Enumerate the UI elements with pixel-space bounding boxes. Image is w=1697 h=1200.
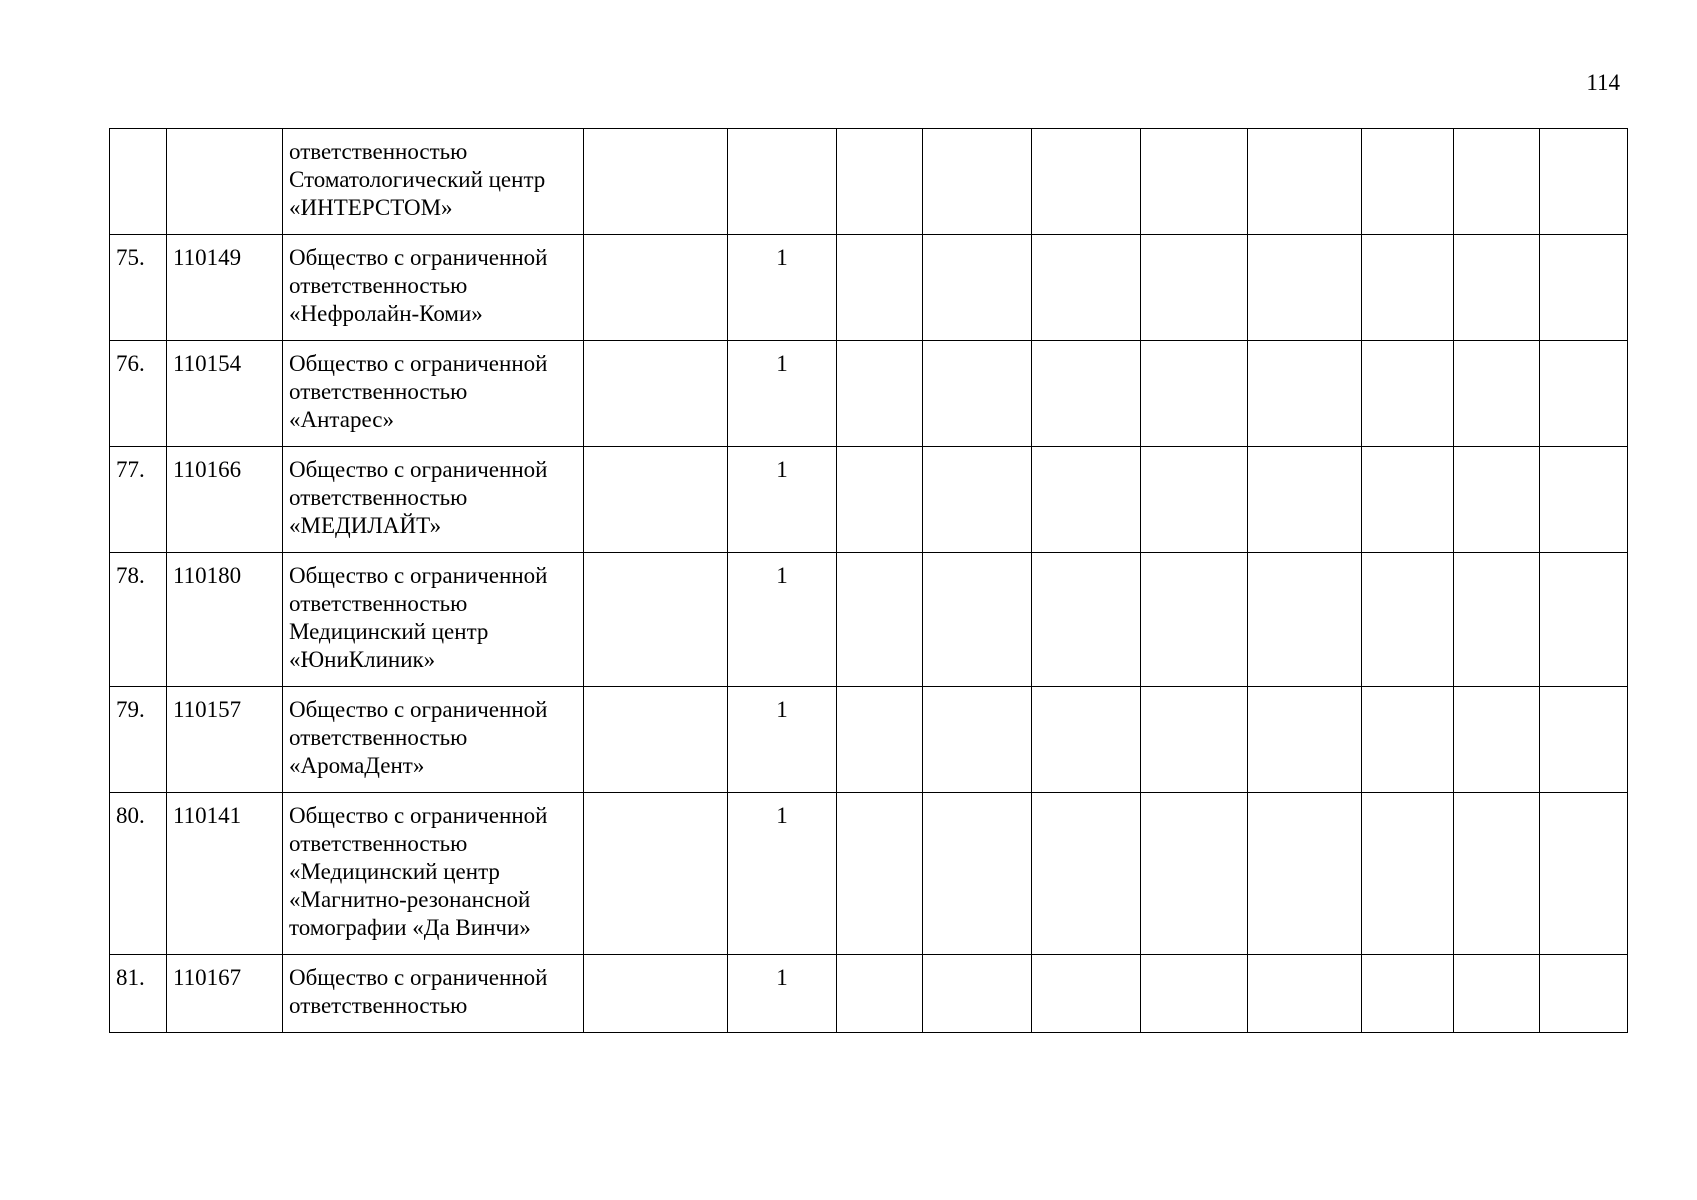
empty-cell	[923, 235, 1032, 341]
empty-cell	[1248, 341, 1362, 447]
org-code-cell: 110141	[167, 793, 283, 955]
count-cell: 1	[728, 687, 837, 793]
empty-cell	[837, 129, 923, 235]
table-row	[110, 553, 1628, 687]
table-row	[110, 793, 1628, 955]
org-name-cell	[283, 129, 584, 235]
org-code-cell: 110149	[167, 235, 283, 341]
empty-cell	[1141, 341, 1248, 447]
row-number-cell: 77.	[110, 447, 167, 553]
empty-cell	[1032, 687, 1141, 793]
empty-cell	[1362, 129, 1454, 235]
count-cell	[728, 129, 837, 235]
empty-cell	[1454, 129, 1540, 235]
empty-cell	[1032, 235, 1141, 341]
count-cell: 1	[728, 447, 837, 553]
table-row	[110, 341, 1628, 447]
empty-cell	[1248, 129, 1362, 235]
empty-cell	[1141, 129, 1248, 235]
org-name-line: Общество с ограниченной	[289, 697, 548, 722]
empty-cell	[1454, 341, 1540, 447]
empty-cell	[1540, 447, 1628, 553]
empty-cell	[1362, 447, 1454, 553]
table-row	[110, 955, 1628, 1033]
empty-cell	[584, 235, 728, 341]
empty-cell	[1032, 447, 1141, 553]
org-name-line: Медицинский центр	[289, 619, 489, 644]
empty-cell	[837, 553, 923, 687]
empty-cell	[1454, 235, 1540, 341]
org-code-cell: 110167	[167, 955, 283, 1033]
org-code-cell: 110157	[167, 687, 283, 793]
row-number-cell	[110, 129, 167, 235]
count-cell: 1	[728, 793, 837, 955]
org-name-line: «МЕДИЛАЙТ»	[289, 513, 442, 538]
org-name-line: томографии «Да Винчи»	[289, 915, 531, 940]
org-name-line: «Антарес»	[289, 407, 394, 432]
table-row	[110, 129, 1628, 235]
empty-cell	[1454, 687, 1540, 793]
count-cell: 1	[728, 955, 837, 1033]
empty-cell	[1141, 235, 1248, 341]
org-code-cell: 110180	[167, 553, 283, 687]
table-body	[110, 129, 1628, 1033]
empty-cell	[1540, 553, 1628, 687]
empty-cell	[1540, 955, 1628, 1033]
org-name-line: ответственностью	[289, 485, 468, 510]
table-row	[110, 235, 1628, 341]
org-name-line: Общество с ограниченной	[289, 563, 548, 588]
empty-cell	[923, 955, 1032, 1033]
count-cell: 1	[728, 341, 837, 447]
empty-cell	[1141, 955, 1248, 1033]
empty-cell	[1032, 553, 1141, 687]
empty-cell	[584, 341, 728, 447]
empty-cell	[837, 235, 923, 341]
org-name-line: ответственностью	[289, 273, 468, 298]
empty-cell	[923, 341, 1032, 447]
org-name-line: Общество с ограниченной	[289, 351, 548, 376]
empty-cell	[1032, 341, 1141, 447]
empty-cell	[1248, 447, 1362, 553]
empty-cell	[837, 687, 923, 793]
org-name-line: «Медицинский центр	[289, 859, 500, 884]
row-number-cell: 79.	[110, 687, 167, 793]
empty-cell	[837, 341, 923, 447]
empty-cell	[1248, 955, 1362, 1033]
empty-cell	[923, 687, 1032, 793]
org-name-line: Общество с ограниченной	[289, 965, 548, 990]
org-name-line: «Магнитно-резонансной	[289, 887, 531, 912]
empty-cell	[1141, 447, 1248, 553]
row-number-cell: 80.	[110, 793, 167, 955]
org-name-line: «ЮниКлиник»	[289, 647, 436, 672]
empty-cell	[584, 793, 728, 955]
empty-cell	[1362, 793, 1454, 955]
org-name-line: Стоматологический центр	[289, 167, 546, 192]
empty-cell	[1032, 129, 1141, 235]
org-name-line: Общество с ограниченной	[289, 245, 548, 270]
org-name-line: ответственностью	[289, 379, 468, 404]
empty-cell	[1454, 955, 1540, 1033]
org-name-line: Общество с ограниченной	[289, 803, 548, 828]
empty-cell	[1540, 687, 1628, 793]
empty-cell	[923, 553, 1032, 687]
empty-cell	[1032, 955, 1141, 1033]
org-name-cell	[283, 553, 584, 687]
empty-cell	[1454, 447, 1540, 553]
empty-cell	[923, 129, 1032, 235]
empty-cell	[584, 553, 728, 687]
org-name-cell	[283, 235, 584, 341]
org-name-line: ответственностью	[289, 993, 468, 1018]
empty-cell	[1362, 955, 1454, 1033]
empty-cell	[1248, 553, 1362, 687]
empty-cell	[1540, 793, 1628, 955]
empty-cell	[1454, 553, 1540, 687]
table-row	[110, 447, 1628, 553]
org-name-line: Общество с ограниченной	[289, 457, 548, 482]
org-code-cell: 110154	[167, 341, 283, 447]
row-number-cell: 76.	[110, 341, 167, 447]
empty-cell	[837, 955, 923, 1033]
empty-cell	[923, 793, 1032, 955]
org-name-line: ответственностью	[289, 725, 468, 750]
empty-cell	[584, 687, 728, 793]
org-name-cell	[283, 793, 584, 955]
row-number-cell: 81.	[110, 955, 167, 1033]
empty-cell	[584, 447, 728, 553]
empty-cell	[1032, 793, 1141, 955]
org-name-cell	[283, 341, 584, 447]
org-name-line: ответственностью	[289, 139, 468, 164]
empty-cell	[1540, 235, 1628, 341]
empty-cell	[1362, 687, 1454, 793]
org-name-cell	[283, 687, 584, 793]
org-name-cell	[283, 447, 584, 553]
empty-cell	[1141, 793, 1248, 955]
empty-cell	[1454, 793, 1540, 955]
org-name-line: «ИНТЕРСТОМ»	[289, 195, 453, 220]
table-row	[110, 687, 1628, 793]
empty-cell	[1540, 129, 1628, 235]
org-name-line: ответственностью	[289, 831, 468, 856]
empty-cell	[1362, 341, 1454, 447]
org-name-cell	[283, 955, 584, 1033]
org-name-line: «Нефролайн-Коми»	[289, 301, 483, 326]
org-name-line: ответственностью	[289, 591, 468, 616]
empty-cell	[923, 447, 1032, 553]
empty-cell	[1141, 553, 1248, 687]
empty-cell	[837, 793, 923, 955]
empty-cell	[1362, 235, 1454, 341]
empty-cell	[1248, 235, 1362, 341]
empty-cell	[1362, 553, 1454, 687]
empty-cell	[584, 129, 728, 235]
row-number-cell: 78.	[110, 553, 167, 687]
empty-cell	[1141, 687, 1248, 793]
empty-cell	[1248, 793, 1362, 955]
row-number-cell: 75.	[110, 235, 167, 341]
org-code-cell: 110166	[167, 447, 283, 553]
page-number: 114	[1586, 70, 1620, 95]
org-name-line: «АромаДент»	[289, 753, 425, 778]
empty-cell	[584, 955, 728, 1033]
empty-cell	[837, 447, 923, 553]
empty-cell	[1540, 341, 1628, 447]
document-table	[109, 128, 1628, 1033]
count-cell: 1	[728, 235, 837, 341]
count-cell: 1	[728, 553, 837, 687]
org-code-cell	[167, 129, 283, 235]
empty-cell	[1248, 687, 1362, 793]
